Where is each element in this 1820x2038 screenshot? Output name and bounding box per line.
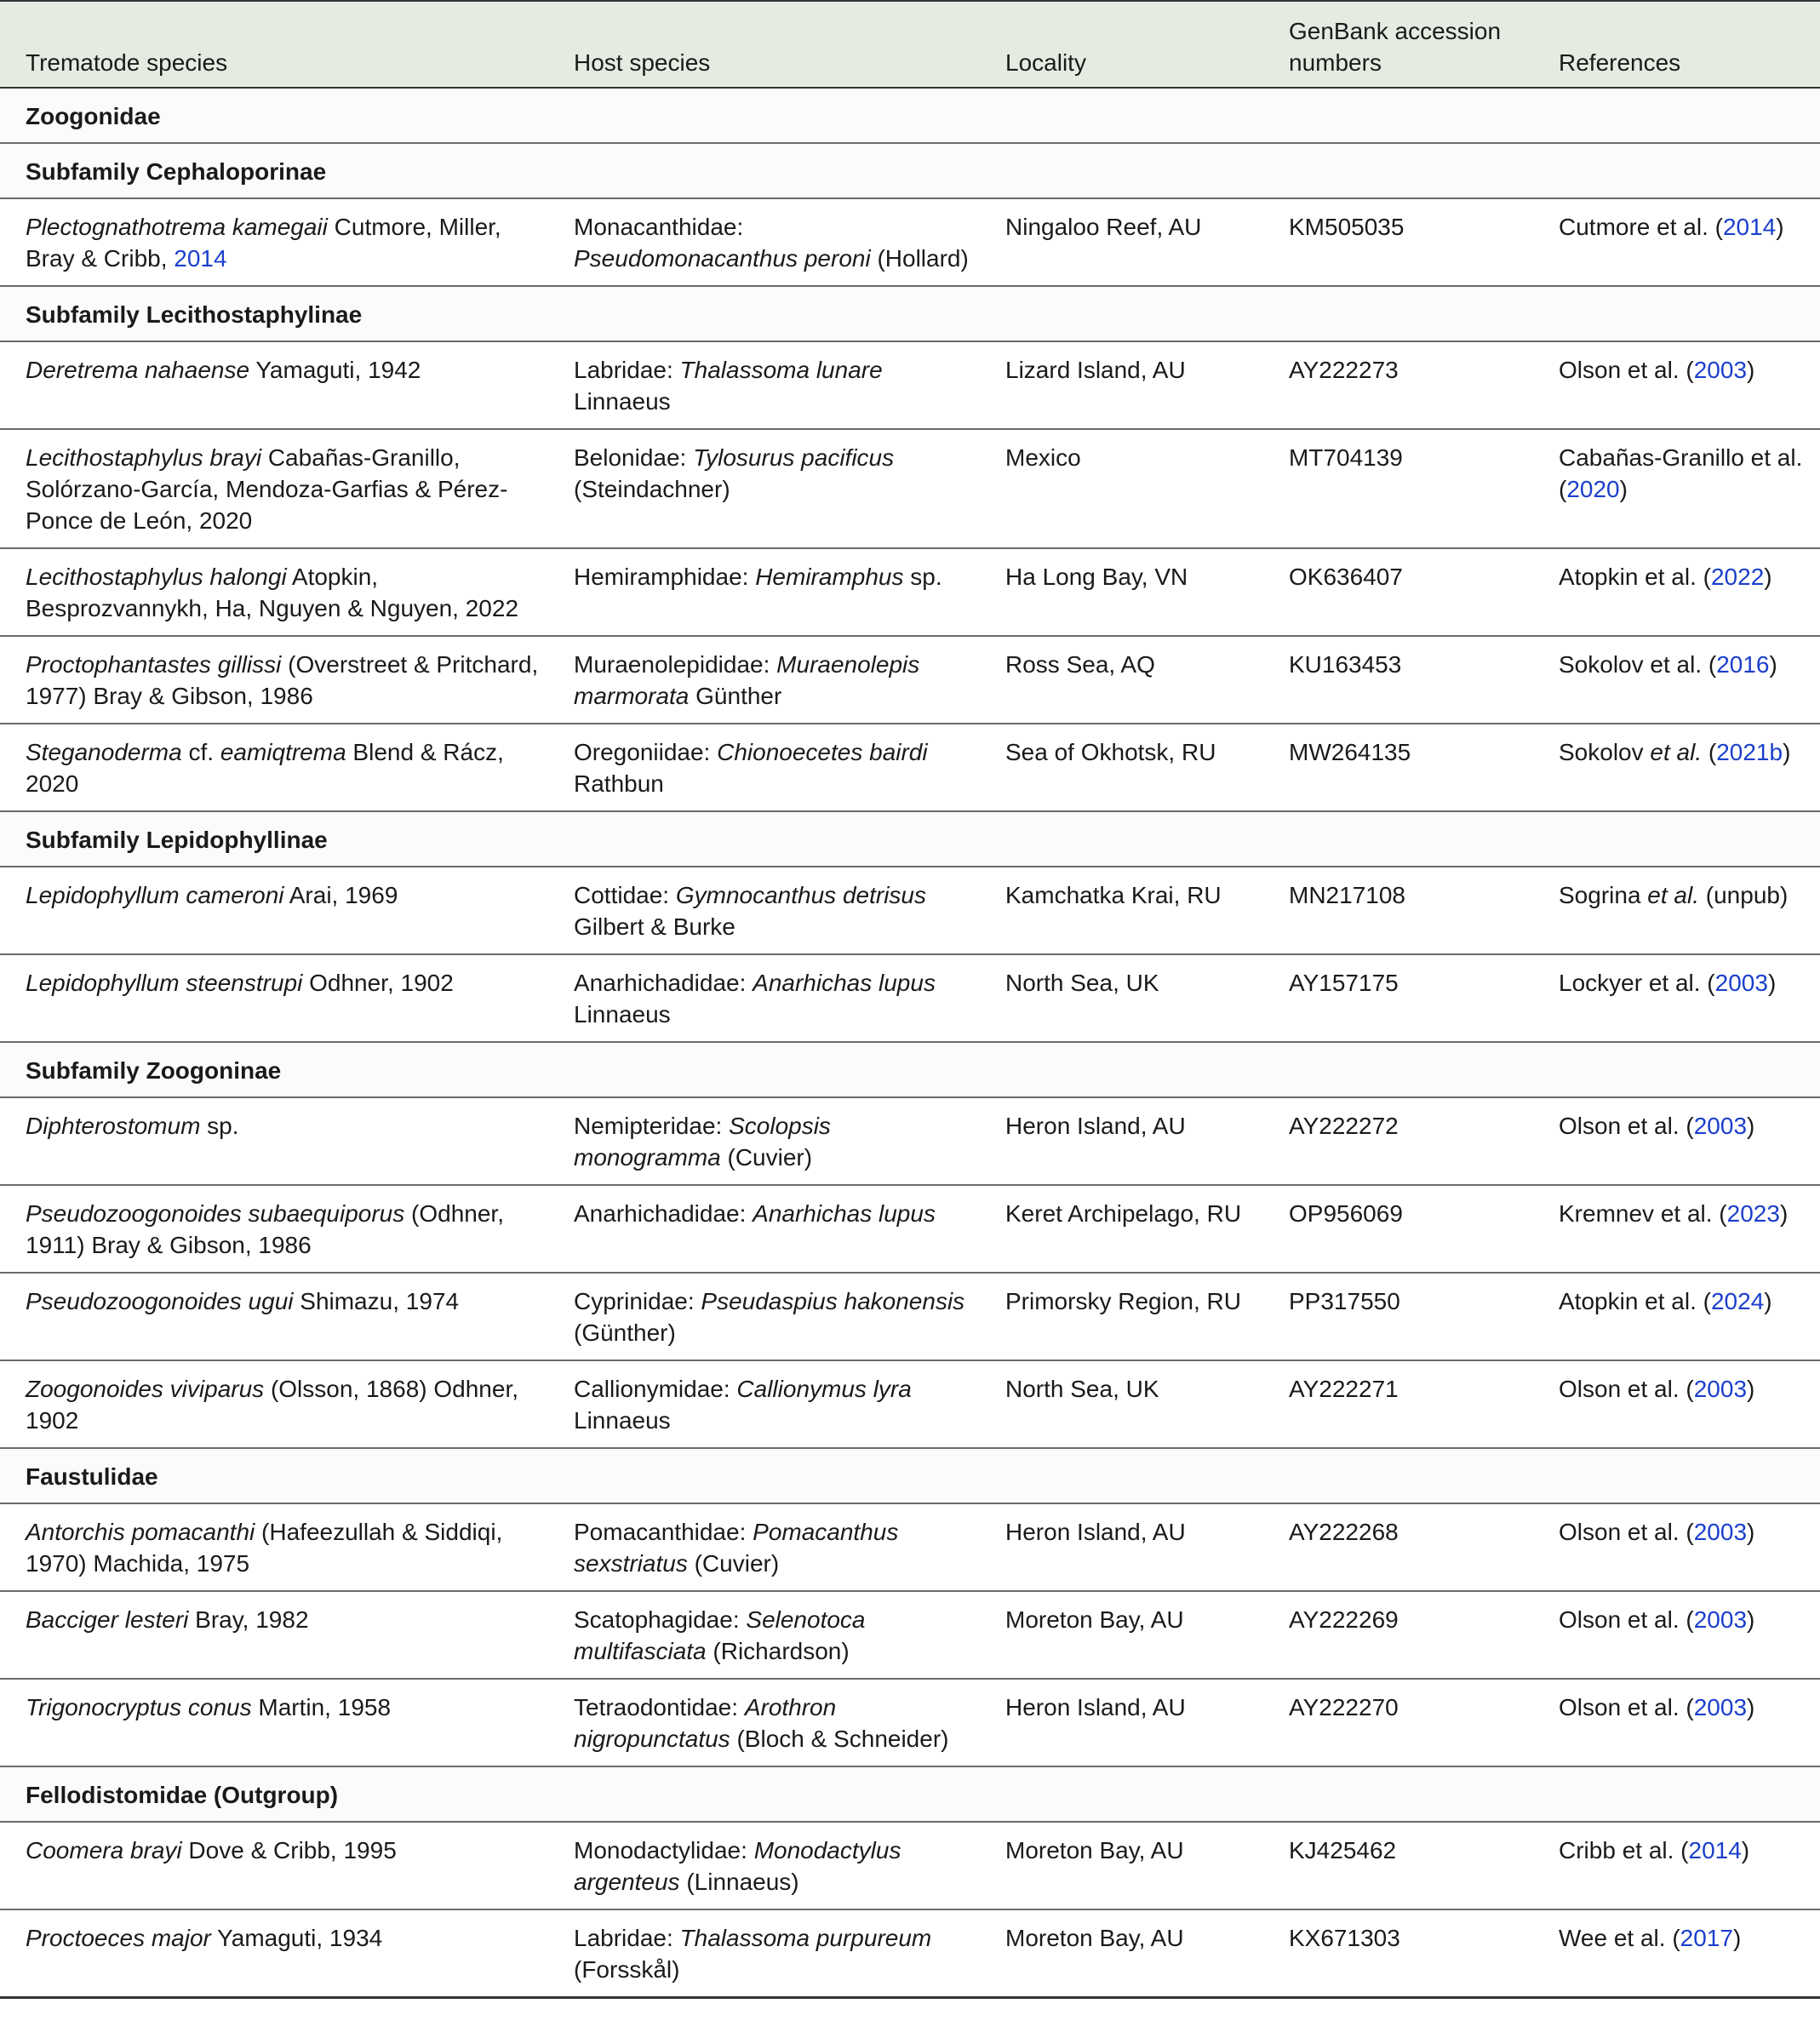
text-segment: (Forsskål) bbox=[574, 1956, 680, 1983]
text-segment: Monodactylidae: bbox=[574, 1837, 754, 1863]
cell-trematode-species bbox=[0, 1273, 548, 1360]
section-row bbox=[0, 811, 1820, 867]
cell-trematode-species bbox=[0, 1360, 548, 1448]
table-row bbox=[0, 1679, 1820, 1766]
cell-host-species bbox=[548, 1679, 980, 1766]
text-segment: et al. bbox=[1650, 739, 1703, 765]
cell-reference bbox=[1533, 954, 1820, 1042]
text-segment: (Bloch & Schneider) bbox=[730, 1726, 949, 1752]
text-segment: Labridae: bbox=[574, 357, 680, 383]
cell-locality: Ha Long Bay, VN bbox=[980, 548, 1263, 636]
text-segment: Belonidae: bbox=[574, 444, 694, 471]
table-row bbox=[0, 1909, 1820, 1998]
text-segment: (Linnaeus) bbox=[679, 1869, 799, 1895]
table-row bbox=[0, 429, 1820, 548]
cell-host-species bbox=[548, 1273, 980, 1360]
cell-reference bbox=[1533, 1822, 1820, 1909]
text-segment: Trigonocryptus conus bbox=[26, 1694, 252, 1720]
cell-locality: Ross Sea, AQ bbox=[980, 636, 1263, 724]
cell-trematode-species bbox=[0, 341, 548, 429]
table-row bbox=[0, 867, 1820, 954]
text-segment: Pomacanthus sexstriatus bbox=[574, 1519, 899, 1577]
text-segment: Blend & Rácz, 2020 bbox=[26, 739, 504, 797]
cell-host-species bbox=[548, 1360, 980, 1448]
text-segment: Wee et al. ( bbox=[1559, 1925, 1680, 1951]
table-row bbox=[0, 724, 1820, 811]
text-segment: Coomera brayi bbox=[26, 1837, 182, 1863]
cell-genbank-accession: AY157175 bbox=[1263, 954, 1533, 1042]
cell-locality: Kamchatka Krai, RU bbox=[980, 867, 1263, 954]
text-segment: Tylosurus pacificus bbox=[693, 444, 895, 471]
cell-trematode-species bbox=[0, 1591, 548, 1679]
text-segment: Labridae: bbox=[574, 1925, 680, 1951]
text-segment: Callionymidae: bbox=[574, 1376, 737, 1402]
header-references: References bbox=[1533, 1, 1820, 88]
text-segment: Bray, 1982 bbox=[188, 1606, 309, 1633]
text-segment: (unpub) bbox=[1699, 882, 1789, 908]
table-row bbox=[0, 954, 1820, 1042]
text-segment: Kremnev et al. ( bbox=[1559, 1200, 1727, 1227]
section-row bbox=[0, 1448, 1820, 1503]
table-row bbox=[0, 636, 1820, 724]
text-segment: Oregoniidae: bbox=[574, 739, 718, 765]
text-segment: Proctoeces major bbox=[26, 1925, 211, 1951]
cell-host-species bbox=[548, 548, 980, 636]
section-row bbox=[0, 1766, 1820, 1822]
reference-link[interactable]: 2003 bbox=[1714, 970, 1768, 996]
text-segment: Odhner, 1902 bbox=[302, 970, 454, 996]
table-row bbox=[0, 1185, 1820, 1273]
header-trematode-species: Trematode species bbox=[0, 1, 548, 88]
cell-locality: Heron Island, AU bbox=[980, 1679, 1263, 1766]
text-segment: Hemiramphus bbox=[755, 564, 904, 590]
cell-trematode-species bbox=[0, 867, 548, 954]
cell-locality: Heron Island, AU bbox=[980, 1097, 1263, 1185]
cell-locality: Moreton Bay, AU bbox=[980, 1822, 1263, 1909]
text-segment: Gymnocanthus detrisus bbox=[675, 882, 926, 908]
cell-host-species bbox=[548, 341, 980, 429]
text-segment: Anarhichadidae: bbox=[574, 970, 753, 996]
text-segment: Muraenolepis marmorata bbox=[574, 651, 920, 709]
cell-locality: Lizard Island, AU bbox=[980, 341, 1263, 429]
text-segment: Chionoecetes bairdi bbox=[717, 739, 928, 765]
table-row bbox=[0, 1273, 1820, 1360]
table-row bbox=[0, 1503, 1820, 1591]
cell-host-species bbox=[548, 867, 980, 954]
text-segment: Olson et al. ( bbox=[1559, 357, 1694, 383]
text-segment: ) bbox=[1732, 1925, 1742, 1951]
cell-trematode-species bbox=[0, 1185, 548, 1273]
table-body bbox=[0, 88, 1820, 1998]
text-segment: Pseudozoogonoides ugui bbox=[26, 1288, 294, 1314]
text-segment: Martin, 1958 bbox=[251, 1694, 392, 1720]
text-segment: Yamaguti, 1934 bbox=[210, 1925, 383, 1951]
text-segment: ) bbox=[1767, 970, 1777, 996]
reference-link[interactable]: 2017 bbox=[1680, 1925, 1733, 1951]
table-row bbox=[0, 1822, 1820, 1909]
cell-genbank-accession: MN217108 bbox=[1263, 867, 1533, 954]
reference-link[interactable]: 2023 bbox=[1726, 1200, 1780, 1227]
cell-reference bbox=[1533, 1909, 1820, 1998]
text-segment: Cabañas-Granillo et al. ( bbox=[1559, 444, 1803, 502]
text-segment: ) bbox=[1747, 1376, 1755, 1402]
cell-genbank-accession: KU163453 bbox=[1263, 636, 1533, 724]
text-segment: Cottidae: bbox=[574, 882, 676, 908]
cell-genbank-accession: AY222273 bbox=[1263, 341, 1533, 429]
cell-genbank-accession: KJ425462 bbox=[1263, 1822, 1533, 1909]
text-segment: Dove & Cribb, 1995 bbox=[181, 1837, 397, 1863]
text-segment: Muraenolepididae: bbox=[574, 651, 777, 678]
section-title: Subfamily Lecithostaphylinae bbox=[0, 286, 1820, 341]
text-segment: ) bbox=[1747, 1694, 1755, 1720]
header-genbank: GenBank accession numbers bbox=[1263, 1, 1533, 88]
cell-locality: Keret Archipelago, RU bbox=[980, 1185, 1263, 1273]
text-segment: (Günther) bbox=[574, 1320, 676, 1346]
text-segment: Pseudomonacanthus peroni bbox=[574, 245, 871, 272]
reference-link[interactable]: 2014 bbox=[174, 245, 227, 272]
text-segment: Pseudozoogonoides subaequiporus bbox=[26, 1200, 405, 1227]
text-segment: (Hafeezullah & Siddiqi, 1970) Machida, 1975 bbox=[26, 1519, 503, 1577]
cell-locality: Sea of Okhotsk, RU bbox=[980, 724, 1263, 811]
reference-link[interactable]: 2024 bbox=[1710, 1288, 1765, 1314]
cell-host-species bbox=[548, 1591, 980, 1679]
cell-genbank-accession: AY222272 bbox=[1263, 1097, 1533, 1185]
text-segment: Hemiramphidae: bbox=[574, 564, 756, 590]
text-segment: (Richardson) bbox=[706, 1638, 850, 1664]
text-segment: Tetraodontidae: bbox=[574, 1694, 745, 1720]
text-segment: Thalassoma lunare bbox=[679, 357, 883, 383]
section-title: Fellodistomidae (Outgroup) bbox=[0, 1766, 1820, 1822]
text-segment: Antorchis pomacanthi bbox=[26, 1519, 255, 1545]
text-segment: Anarhichadidae: bbox=[574, 1200, 753, 1227]
text-segment: et al. bbox=[1647, 882, 1699, 908]
reference-link[interactable]: 2014 bbox=[1688, 1837, 1742, 1863]
cell-reference bbox=[1533, 1097, 1820, 1185]
cell-trematode-species bbox=[0, 636, 548, 724]
cell-locality: Mexico bbox=[980, 429, 1263, 548]
cell-genbank-accession: KX671303 bbox=[1263, 1909, 1533, 1998]
text-segment: ) bbox=[1747, 1519, 1755, 1545]
cell-host-species bbox=[548, 1185, 980, 1273]
text-segment: Sokolov et al. ( bbox=[1559, 651, 1717, 678]
header-host-species: Host species bbox=[548, 1, 980, 88]
text-segment: Diphterostomum bbox=[26, 1113, 201, 1139]
cell-genbank-accession: AY222271 bbox=[1263, 1360, 1533, 1448]
text-segment: cf. bbox=[181, 739, 220, 765]
cell-reference bbox=[1533, 548, 1820, 636]
section-row bbox=[0, 1042, 1820, 1097]
text-segment: (Olsson, 1868) Odhner, 1902 bbox=[26, 1376, 518, 1434]
section-title: Subfamily Cephaloporinae bbox=[0, 143, 1820, 198]
cell-reference bbox=[1533, 429, 1820, 548]
text-segment: Linnaeus bbox=[574, 1001, 671, 1028]
cell-reference bbox=[1533, 636, 1820, 724]
cell-reference bbox=[1533, 724, 1820, 811]
cell-reference bbox=[1533, 341, 1820, 429]
text-segment: Rathbun bbox=[574, 770, 664, 797]
reference-link[interactable]: 2003 bbox=[1693, 1519, 1748, 1545]
text-segment: (Cuvier) bbox=[687, 1550, 780, 1577]
text-segment: Olson et al. ( bbox=[1559, 1606, 1694, 1633]
table-row bbox=[0, 1097, 1820, 1185]
section-row bbox=[0, 286, 1820, 341]
cell-genbank-accession: OP956069 bbox=[1263, 1185, 1533, 1273]
cell-host-species bbox=[548, 636, 980, 724]
cell-trematode-species bbox=[0, 954, 548, 1042]
cell-reference bbox=[1533, 1185, 1820, 1273]
text-segment: (Steindachner) bbox=[574, 476, 730, 502]
cell-genbank-accession: OK636407 bbox=[1263, 548, 1533, 636]
text-segment: Linnaeus bbox=[574, 388, 671, 415]
text-segment: ) bbox=[1747, 357, 1755, 383]
cell-host-species bbox=[548, 198, 980, 286]
reference-link[interactable]: 2003 bbox=[1693, 1113, 1748, 1139]
cell-trematode-species bbox=[0, 1822, 548, 1909]
cell-reference bbox=[1533, 1273, 1820, 1360]
cell-host-species bbox=[548, 1503, 980, 1591]
text-segment: Sokolov bbox=[1559, 739, 1651, 765]
text-segment: Steganoderma bbox=[26, 739, 182, 765]
section-title: Zoogonidae bbox=[0, 88, 1820, 143]
cell-genbank-accession: MW264135 bbox=[1263, 724, 1533, 811]
header-locality: Locality bbox=[980, 1, 1263, 88]
cell-trematode-species bbox=[0, 198, 548, 286]
cell-reference bbox=[1533, 1591, 1820, 1679]
text-segment: Anarhichas lupus bbox=[753, 1200, 936, 1227]
table-row bbox=[0, 548, 1820, 636]
reference-link[interactable]: 2021b bbox=[1716, 739, 1783, 765]
cell-locality: Moreton Bay, AU bbox=[980, 1591, 1263, 1679]
cell-host-species bbox=[548, 1909, 980, 1998]
text-segment: Olson et al. ( bbox=[1559, 1519, 1694, 1545]
text-segment: Scolopsis monogramma bbox=[574, 1113, 831, 1171]
text-segment: Lepidophyllum cameroni bbox=[26, 882, 284, 908]
reference-link[interactable]: 2014 bbox=[1722, 214, 1777, 240]
text-segment: Shimazu, 1974 bbox=[293, 1288, 460, 1314]
text-segment: Selenotoca multifasciata bbox=[574, 1606, 866, 1664]
reference-link[interactable]: 2003 bbox=[1693, 357, 1748, 383]
text-segment: Proctophantastes gillissi bbox=[26, 651, 282, 678]
text-segment: Anarhichas lupus bbox=[753, 970, 936, 996]
section-title: Faustulidae bbox=[0, 1448, 1820, 1503]
cell-host-species bbox=[548, 429, 980, 548]
text-segment: Thalassoma purpureum bbox=[679, 1925, 932, 1951]
text-segment: Lockyer et al. ( bbox=[1559, 970, 1715, 996]
reference-link[interactable]: 2003 bbox=[1693, 1606, 1748, 1633]
cell-genbank-accession: MT704139 bbox=[1263, 429, 1533, 548]
text-segment: (Odhner, 1911) Bray & Gibson, 1986 bbox=[26, 1200, 504, 1258]
cell-trematode-species bbox=[0, 1909, 548, 1998]
text-segment: ) bbox=[1619, 476, 1628, 502]
cell-trematode-species bbox=[0, 724, 548, 811]
text-segment: Pseudaspius hakonensis bbox=[701, 1288, 965, 1314]
table-row bbox=[0, 198, 1820, 286]
text-segment: Atopkin et al. ( bbox=[1559, 1288, 1711, 1314]
reference-link[interactable]: 2003 bbox=[1693, 1376, 1748, 1402]
table-row bbox=[0, 1591, 1820, 1679]
text-segment: Sogrina bbox=[1559, 882, 1648, 908]
section-title: Subfamily Lepidophyllinae bbox=[0, 811, 1820, 867]
reference-link[interactable]: 2003 bbox=[1693, 1694, 1748, 1720]
text-segment: Olson et al. ( bbox=[1559, 1376, 1694, 1402]
text-segment: ) bbox=[1747, 1606, 1755, 1633]
text-segment: ) bbox=[1764, 564, 1772, 590]
cell-genbank-accession: AY222269 bbox=[1263, 1591, 1533, 1679]
text-segment: Scatophagidae: bbox=[574, 1606, 747, 1633]
cell-trematode-species bbox=[0, 1503, 548, 1591]
section-title: Subfamily Zoogoninae bbox=[0, 1042, 1820, 1097]
text-segment: ) bbox=[1764, 1288, 1772, 1314]
text-segment: ) bbox=[1783, 739, 1791, 765]
section-row bbox=[0, 88, 1820, 143]
cell-reference bbox=[1533, 1360, 1820, 1448]
text-segment: Gilbert & Burke bbox=[574, 913, 735, 940]
text-segment: Atopkin, Besprozvannykh, Ha, Nguyen & Nguyen, 2022 bbox=[26, 564, 519, 621]
text-segment: Deretrema nahaense bbox=[26, 357, 250, 383]
cell-reference bbox=[1533, 1679, 1820, 1766]
text-segment: Cribb et al. ( bbox=[1559, 1837, 1689, 1863]
text-segment: (Overstreet & Pritchard, 1977) Bray & Gibson, 1986 bbox=[26, 651, 539, 709]
cell-host-species bbox=[548, 724, 980, 811]
text-segment: Lecithostaphylus brayi bbox=[26, 444, 262, 471]
text-segment: ) bbox=[1769, 651, 1777, 678]
text-segment: Cyprinidae: bbox=[574, 1288, 701, 1314]
text-segment: Cutmore, Miller, Bray & Cribb, bbox=[26, 214, 501, 272]
text-segment: Monacanthidae: bbox=[574, 214, 744, 240]
text-segment: ( bbox=[1702, 739, 1717, 765]
table-header bbox=[0, 1, 1820, 88]
text-segment: (Hollard) bbox=[870, 245, 969, 272]
text-segment: Cutmore et al. ( bbox=[1559, 214, 1723, 240]
text-segment: Arai, 1969 bbox=[283, 882, 398, 908]
cell-locality: Ningaloo Reef, AU bbox=[980, 198, 1263, 286]
cell-genbank-accession: PP317550 bbox=[1263, 1273, 1533, 1360]
cell-host-species bbox=[548, 1822, 980, 1909]
reference-link[interactable]: 2016 bbox=[1716, 651, 1770, 678]
text-segment: ) bbox=[1747, 1113, 1755, 1139]
text-segment: Bacciger lesteri bbox=[26, 1606, 189, 1633]
text-segment: sp. bbox=[903, 564, 942, 590]
text-segment: ) bbox=[1776, 214, 1784, 240]
text-segment: Olson et al. ( bbox=[1559, 1694, 1694, 1720]
cell-locality: Heron Island, AU bbox=[980, 1503, 1263, 1591]
cell-host-species bbox=[548, 954, 980, 1042]
text-segment: ) bbox=[1741, 1837, 1750, 1863]
text-segment: Linnaeus bbox=[574, 1407, 671, 1434]
text-segment: Yamaguti, 1942 bbox=[249, 357, 421, 383]
text-segment: Pomacanthidae: bbox=[574, 1519, 753, 1545]
text-segment: Zoogonoides viviparus bbox=[26, 1376, 265, 1402]
reference-link[interactable]: 2022 bbox=[1710, 564, 1765, 590]
cell-reference bbox=[1533, 198, 1820, 286]
cell-genbank-accession: AY222268 bbox=[1263, 1503, 1533, 1591]
text-segment: Atopkin et al. ( bbox=[1559, 564, 1711, 590]
cell-reference bbox=[1533, 1503, 1820, 1591]
cell-genbank-accession: KM505035 bbox=[1263, 198, 1533, 286]
text-segment: Lecithostaphylus halongi bbox=[26, 564, 287, 590]
text-segment: sp. bbox=[200, 1113, 239, 1139]
cell-locality: North Sea, UK bbox=[980, 954, 1263, 1042]
cell-trematode-species bbox=[0, 429, 548, 548]
cell-locality: Moreton Bay, AU bbox=[980, 1909, 1263, 1998]
table-row bbox=[0, 1360, 1820, 1448]
text-segment: Nemipteridae: bbox=[574, 1113, 730, 1139]
header-row bbox=[0, 1, 1820, 88]
text-segment: Callionymus lyra bbox=[736, 1376, 912, 1402]
text-segment: (Cuvier) bbox=[720, 1144, 813, 1171]
text-segment: Monodactylus argenteus bbox=[574, 1837, 901, 1895]
text-segment: eamiqtrema bbox=[220, 739, 346, 765]
cell-reference bbox=[1533, 867, 1820, 954]
cell-trematode-species bbox=[0, 548, 548, 636]
cell-locality: North Sea, UK bbox=[980, 1360, 1263, 1448]
section-row bbox=[0, 143, 1820, 198]
text-segment: Plectognathotrema kamegaii bbox=[26, 214, 328, 240]
cell-host-species bbox=[548, 1097, 980, 1185]
text-segment: ) bbox=[1779, 1200, 1789, 1227]
cell-trematode-species bbox=[0, 1097, 548, 1185]
table-row bbox=[0, 341, 1820, 429]
reference-link[interactable]: 2020 bbox=[1566, 476, 1620, 502]
text-segment: Olson et al. ( bbox=[1559, 1113, 1694, 1139]
text-segment: Cabañas-Granillo, Solórzano-García, Mendoza-Garfias & Pérez-Ponce de León, 2020 bbox=[26, 444, 508, 534]
cell-trematode-species bbox=[0, 1679, 548, 1766]
text-segment: Günther bbox=[689, 683, 782, 709]
cell-locality: Primorsky Region, RU bbox=[980, 1273, 1263, 1360]
text-segment: Lepidophyllum steenstrupi bbox=[26, 970, 303, 996]
cell-genbank-accession: AY222270 bbox=[1263, 1679, 1533, 1766]
text-segment: Arothron nigropunctatus bbox=[574, 1694, 837, 1752]
